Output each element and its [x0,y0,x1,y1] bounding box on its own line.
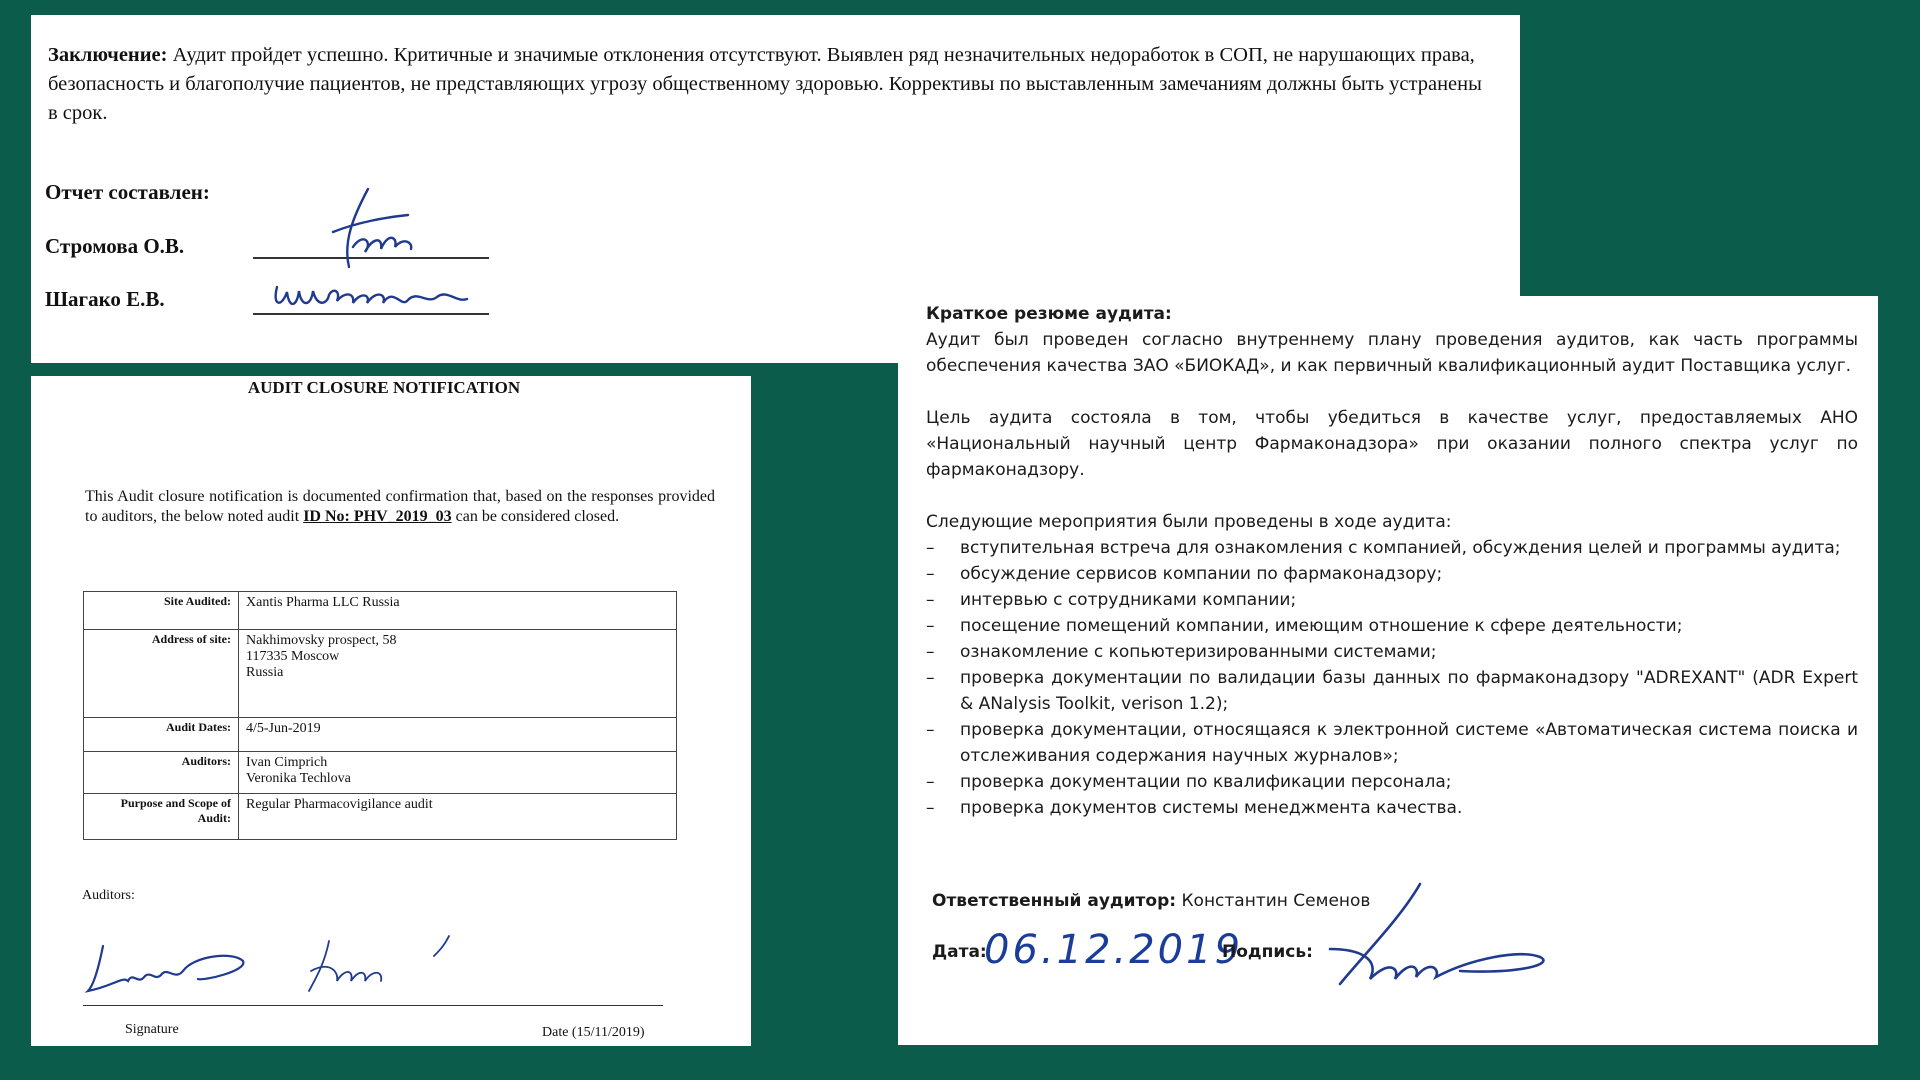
closure-body [85,487,715,527]
auditors-label: Auditors: [84,752,239,794]
closure-body-suffix: can be considered closed. [451,508,620,525]
signature-label: Signature [125,1022,179,1037]
conclusion-heading: Заключение: [48,44,168,66]
table-row [84,592,677,630]
signature-line [83,1005,663,1006]
summary-paragraph-2: Цель аудита состояла в том, чтобы убедиться в качестве услуг, предоставляемых АНО «Национальный научный центр Фармаконадзора» при оказании полного спектра услуг по фармаконадзору. [926,408,1858,480]
audit-details-table [83,591,677,840]
audit-summary-panel [898,296,1878,1045]
table-row [84,630,677,718]
list-item: – вступительная встреча для ознакомления с компанией, обсуждения целей и программы аудита; [926,535,1858,561]
list-item: – обсуждение сервисов компании по фармаконадзору; [926,561,1858,587]
summary-paragraph-1: Аудит был проведен согласно внутреннему плану проведения аудитов, как часть программы обеспечения качества ЗАО «БИОКАД», и как первичный квалификационный аудит Поставщика услуг. [926,330,1858,376]
auditors-footer-label: Auditors: [82,888,135,903]
closure-date-label: Date (15/11/2019) [542,1025,645,1040]
audit-dates-value: 4/5-Jun-2019 [239,718,677,752]
table-row [84,794,677,840]
conclusion-body: Аудит пройдет успешно. Критичные и значимые отклонения отсутствуют. Выявлен ряд незначительных недоработок в СОП, не нарушающих права, безопасность и благополучие пациентов, не представляющих угрозу общественному здоровью. Коррективы по выставленным замечаниям должны быть устранены в срок. [48,44,1482,124]
address-label: Address of site: [84,630,239,718]
signer-2-name: Шагако Е.В. [45,287,165,311]
site-audited-label: Site Audited: [84,592,239,630]
table-row [84,718,677,752]
auditors-value [239,752,677,794]
closure-title: AUDIT CLOSURE NOTIFICATION [247,378,521,397]
list-item: – ознакомление с копьютеризированными системами; [926,639,1858,665]
address-line: Nakhimovsky prospect, 58 [246,633,397,648]
table-row [84,752,677,794]
responsible-auditor-name: Константин Семенов [1181,891,1371,911]
handwritten-date: 06.12.2019 [984,927,1244,973]
audit-id: ID No: PHV_2019_03 [303,508,452,525]
purpose-label: Purpose and Scope of Audit: [84,794,239,840]
signer-1-name: Стромова О.В. [45,234,185,258]
list-item: – проверка документации, относящаяся к электронной системе «Автоматическая система поиска и отслеживания содержания научных журналов»; [926,717,1858,769]
list-item: – посещение помещений компании, имеющим отношение к сфере деятельности; [926,613,1858,639]
audit-closure-panel [31,376,751,1046]
signature-label-ru: Подпись: [1222,942,1313,962]
summary-content [926,302,1858,821]
auditor-name: Veronika Techlova [246,771,351,786]
date-label: Дата: [932,942,987,962]
auditor-name: Ivan Cimprich [246,755,328,770]
activities-list [926,535,1858,821]
audit-dates-label: Audit Dates: [84,718,239,752]
list-item: – проверка документации по валидации базы данных по фармаконадзору "ADREXANT" (ADR Expert & ANalysis Toolkit, verison 1.2); [926,665,1858,717]
address-line: 117335 Moscow [246,649,340,664]
responsible-auditor-label: Ответственный аудитор: [932,891,1177,911]
closure-body-prefix: This Audit closure notification is documented confirmation that, based on the responses provided to auditors, the below noted audit [85,488,715,525]
list-item: – интервью с сотрудниками компании; [926,587,1858,613]
purpose-value: Regular Pharmacovigilance audit [239,794,677,840]
summary-title: Краткое резюме аудита: [926,304,1172,324]
responsible-auditor [932,891,1370,911]
signature-semenov [1320,879,1560,1009]
activities-heading: Следующие мероприятия были проведены в ходе аудита: [926,512,1452,532]
list-item: – проверка документации по квалификации персонала; [926,769,1858,795]
address-line: Russia [246,665,284,680]
report-author-label: Отчет составлен: [45,180,210,204]
list-item: – проверка документов системы менеджмента качества. [926,795,1858,821]
signature-cimprich [83,931,253,1001]
signature-techlova [299,931,479,1001]
address-value [239,630,677,718]
signature-stromova [313,187,463,277]
site-audited-value: Xantis Pharma LLC Russia [239,592,677,630]
signature-shagako [267,277,507,317]
conclusion-paragraph [48,41,1488,128]
